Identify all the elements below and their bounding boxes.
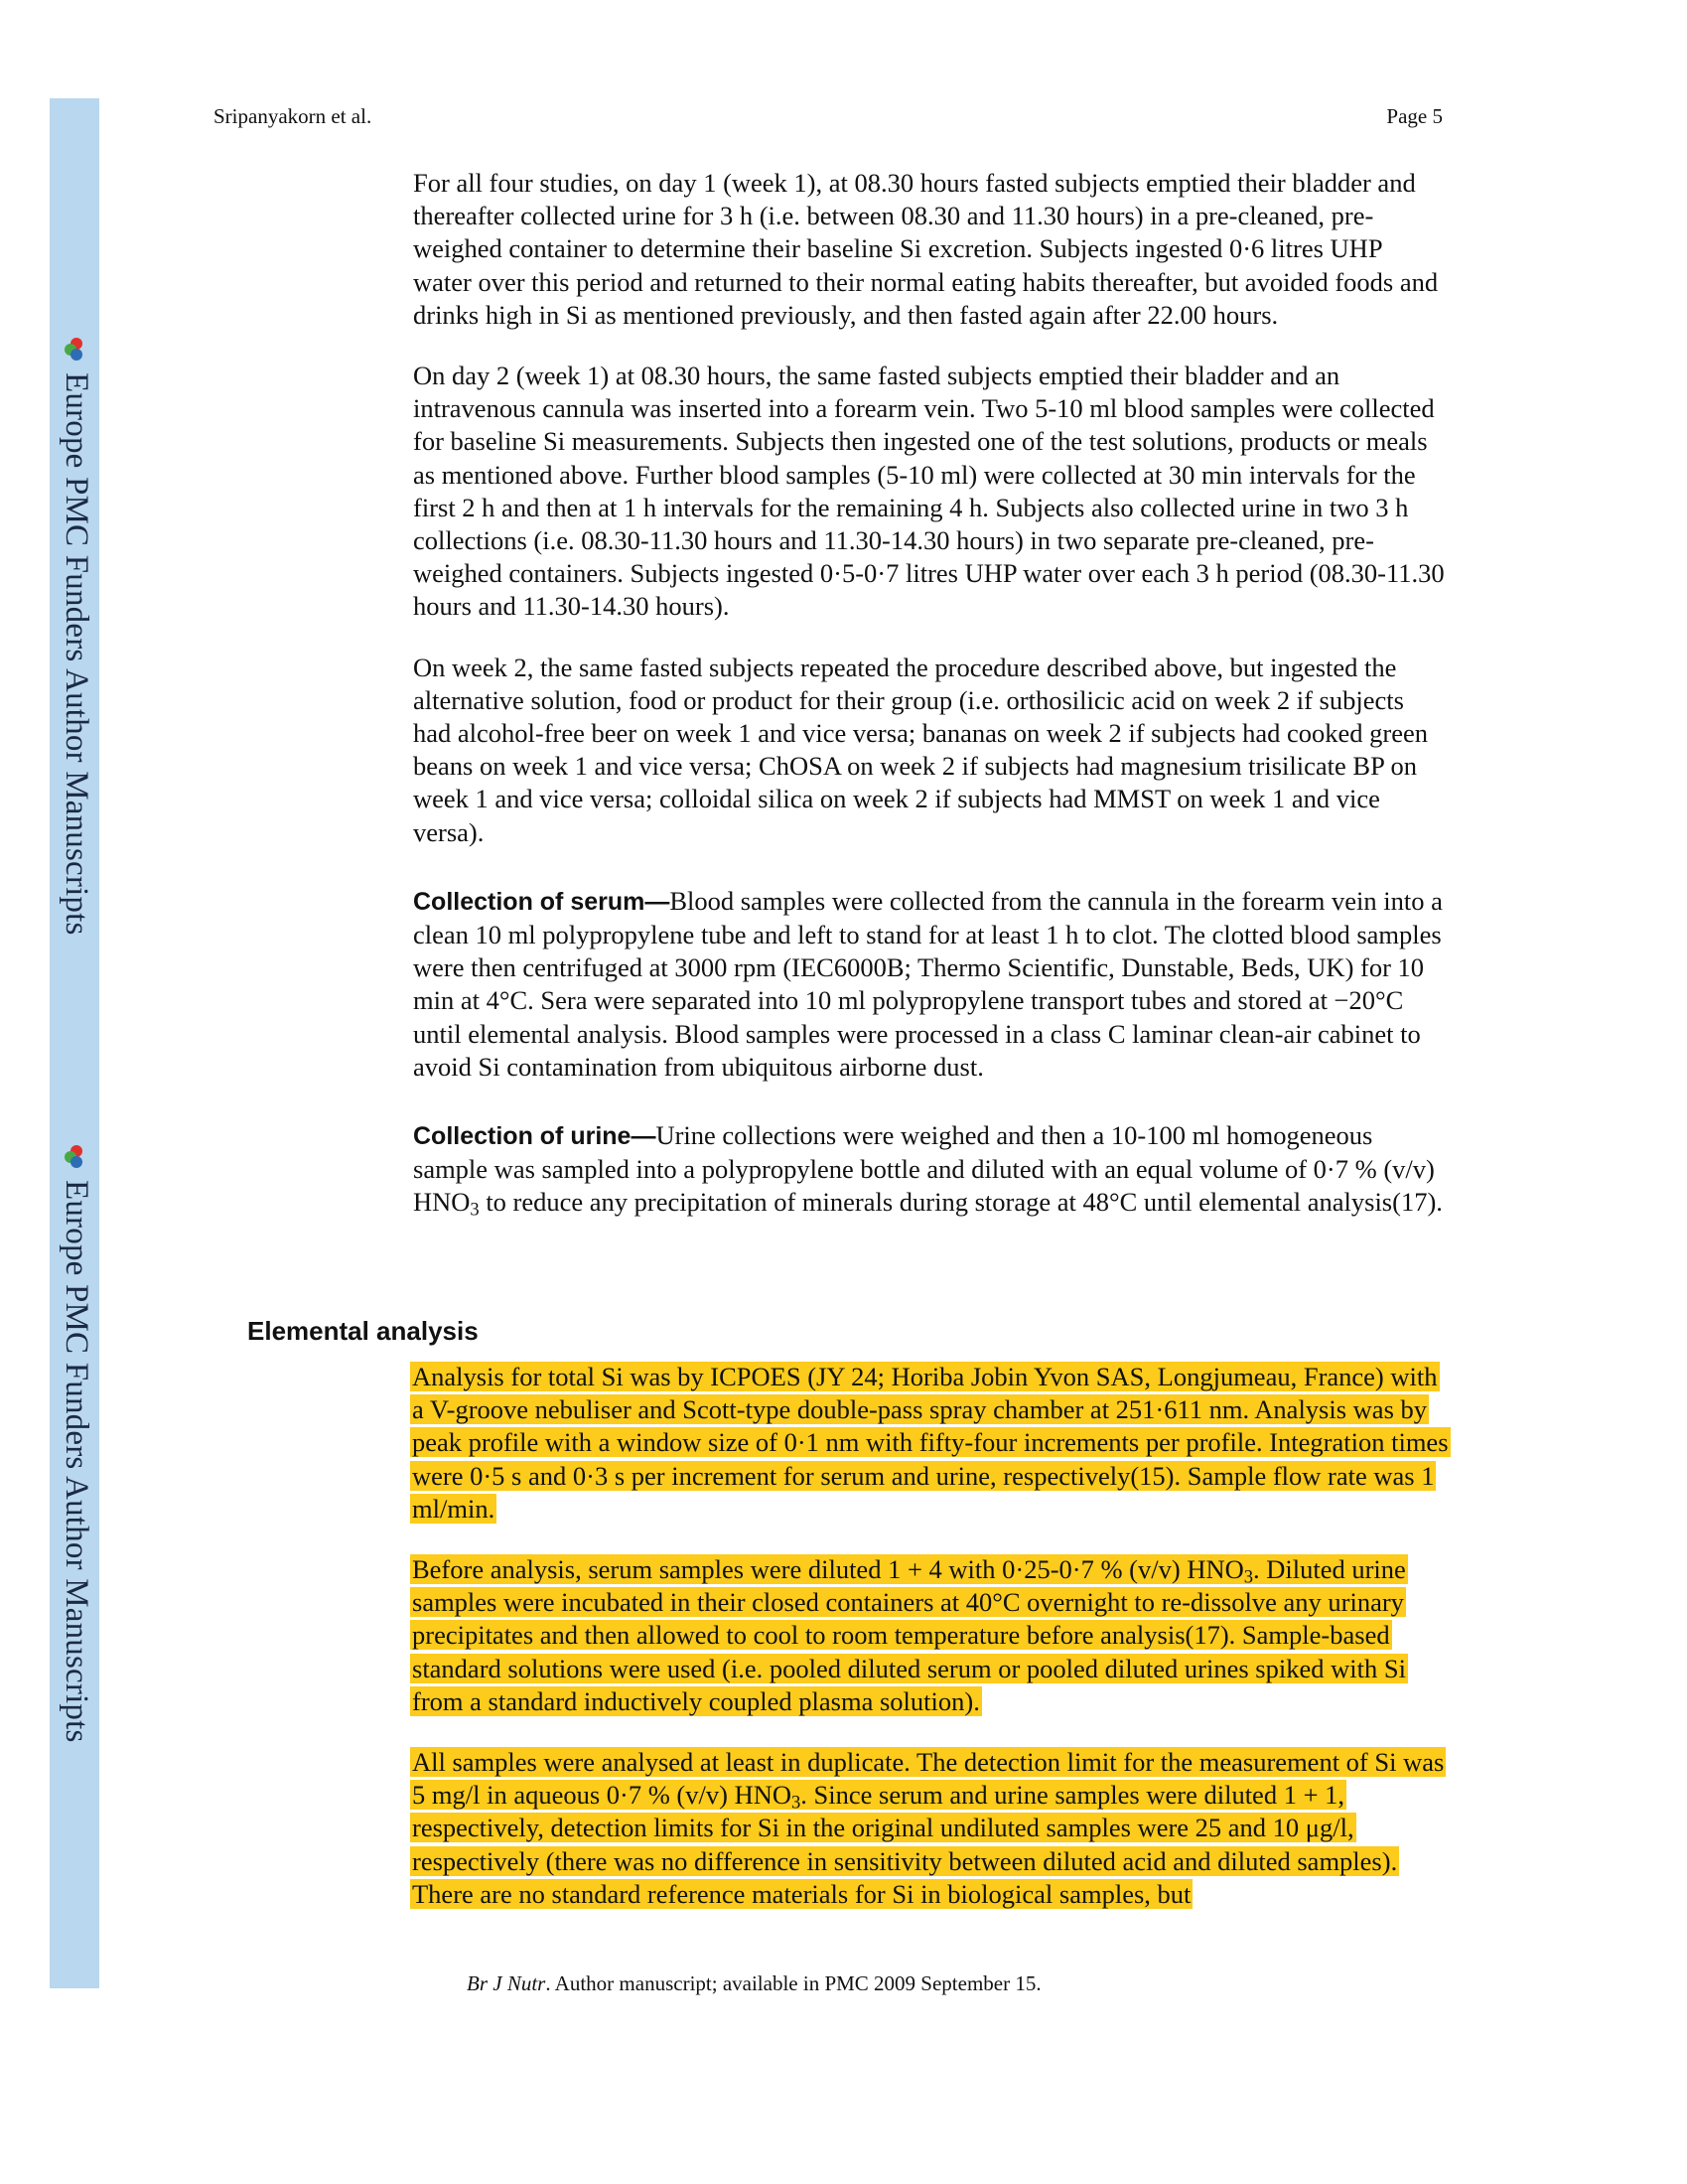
urine-text-b: to reduce any precipitation of minerals during storage at 48°C until elemental analysis(17). [479,1187,1443,1218]
footer-text: . Author manuscript; available in PMC 2009 September 15. [545,1971,1042,1995]
urine-subscript: 3 [470,1200,480,1222]
highlighted-text [410,1554,1408,1716]
p3-text-b: . Since serum and urine samples were diluted 1 + 1, respectively, detection limits for Si in the original undiluted samples were 25 and 10 μg/l, respectively (there was no difference in sensitivity between diluted acid and diluted samples). There are no standard reference materials for Si in biological samples, but [412,1780,1398,1909]
highlighted-text: Analysis for total Si was by ICPOES (JY 24; Horiba Jobin Yvon SAS, Longjumeau, France) with a V-groove nebuliser and Scott-type double-pass spray chamber at 251·611 nm. Analysis was by peak profile with a window size of 0·1 nm with fifty-four increments per profile. Integration times were 0·5 s and 0·3 s per increment for serum and urine, respectively(15). Sample flow rate was 1 ml/min. [412,1362,1449,1524]
europe-pmc-sidebar [50,98,99,1988]
paragraph-week2: On week 2, the same fasted subjects repeated the procedure described above, but ingested the alternative solution, food or product for their group (i.e. orthosilicic acid on week 2 if subjects had alcohol-free beer on week 1 and vice versa; bananas on week 2 if subjects had cooked green beans on week 1 and vice versa; ChOSA on week 2 if subjects had magnesium trisilicate BP on week 1 and vice versa; colloidal silica on week 2 if subjects had MMST on week 1 and vice versa). [413,652,1429,847]
p2-subscript: 3 [1243,1566,1253,1588]
highlighted-text [410,1747,1446,1909]
paragraph-before-analysis [410,1553,1453,1718]
footer-journal: Br J Nutr [467,1971,546,1995]
elemental-analysis-body [410,1361,1453,1939]
run-in-heading-serum: Collection of serum— [413,887,670,916]
paragraph-day1: For all four studies, on day 1 (week 1), at 08.30 hours fasted subjects emptied their bladder and thereafter collected urine for 3 h (i.e. between 08.30 and 11.30 hours) in a pre-cleaned, pre-weighed container to determine their baseline Si excretion. Subjects ingested 0·6 litres UHP water over this period and returned to their normal eating habits thereafter, but avoided foods and drinks high in Si as mentioned previously, and then fasted again after 22.00 hours. [413,168,1439,330]
p3-subscript: 3 [791,1792,801,1814]
section-heading-elemental-analysis: Elemental analysis [247,1316,479,1346]
europe-pmc-logo-icon [64,337,85,363]
paragraph-detection-limit [410,1746,1453,1911]
urine-text-a: Urine collections were weighed and then a 10-100 ml homogeneous sample was sampled into a polypropylene bottle and diluted with an equal volume of 0·7 % (v/v) HNO [413,1120,1435,1218]
paragraph-collection-urine [413,1119,1446,1220]
paragraph-icpoes [410,1361,1453,1526]
p2-text-a: Before analysis, serum samples were diluted 1 + 4 with 0·25-0·7 % (v/v) HNO [412,1554,1244,1585]
serum-text: Blood samples were collected from the cannula in the forearm vein into a clean 10 ml polypropylene tube and left to stand for at least 1 h to clot. The clotted blood samples were then centrifuged at 3000 rpm (IEC6000B; Thermo Scientific, Dunstable, Beds, UK) for 10 min at 4°C. Sera were separated into 10 ml polypropylene transport tubes and stored at −20°C until elemental analysis. Blood samples were processed in a class C laminar clean-air cabinet to avoid Si contamination from ubiquitous airborne dust. [413,885,1443,1082]
paragraph-collection-serum [413,885,1446,1084]
paragraph-day2: On day 2 (week 1) at 08.30 hours, the same fasted subjects emptied their bladder and an intravenous cannula was inserted into a forearm vein. Two 5-10 ml blood samples were collected for baseline Si measurements. Subjects then ingested one of the test solutions, products or meals as mentioned above. Further blood samples (5-10 ml) were collected at 30 min intervals for the first 2 h and then at 1 h intervals for the remaining 4 h. Subjects also collected urine in two 3 h collections (i.e. 08.30-11.30 hours and 11.30-14.30 hours) in two separate pre-cleaned, pre-weighed containers. Subjects ingested 0·5-0·7 litres UHP water over each 3 h period (08.30-11.30 hours and 11.30-14.30 hours). [413,361,1445,622]
running-header-author: Sripanyakorn et al. [213,104,372,128]
p3-text-a: All samples were analysed at least in duplicate. The detection limit for the measurement of Si was 5 mg/l in aqueous 0·7 % (v/v) HNO [412,1747,1445,1811]
run-in-heading-urine: Collection of urine— [413,1122,656,1151]
sidebar-label: Europe PMC Funders Author Manuscripts [59,372,94,936]
sidebar-label: Europe PMC Funders Author Manuscripts [59,1180,94,1743]
page-footer [467,1971,1042,1996]
europe-pmc-logo-icon [64,1144,85,1170]
body-text [413,167,1446,1247]
p2-text-b: . Diluted urine samples were incubated in their closed containers at 40°C overnight to re-dissolve any urinary precipitates and then allowed to cool to room temperature before analysis(17). Sample-based standard solutions were used (i.e. pooled diluted serum or pooled diluted urines spiked with Si from a standard inductively coupled plasma solution). [412,1554,1406,1716]
page-number: Page 5 [1386,104,1443,128]
